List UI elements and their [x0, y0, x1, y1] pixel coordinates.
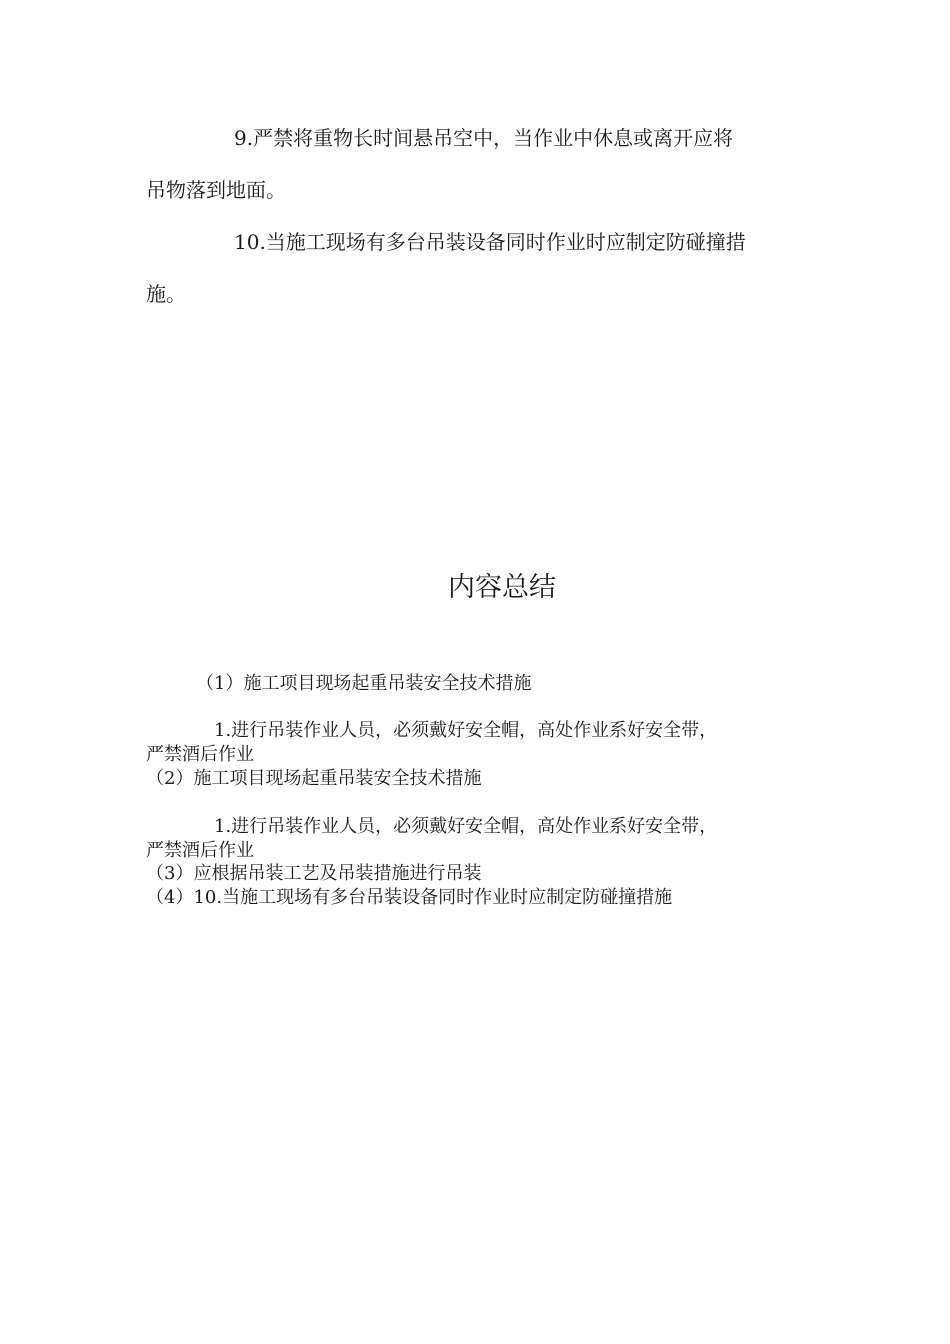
summary-title: 内容总结 — [448, 572, 556, 603]
paragraph-10-line-2: 施。 — [146, 282, 186, 306]
summary-item-1-text-line-1: 1.进行吊装作业人员，必须戴好安全帽，高处作业系好安全带， — [214, 720, 718, 741]
summary-item-3: （3）应根据吊装工艺及吊装措施进行吊装 — [146, 863, 482, 884]
summary-item-4: （4）10.当施工现场有多台吊装设备同时作业时应制定防碰撞措施 — [146, 887, 673, 908]
paragraph-9-line-1: 9.严禁将重物长时间悬吊空中，当作业中休息或离开应将 — [234, 126, 734, 150]
summary-item-1-text-line-2: 严禁酒后作业 — [146, 744, 254, 765]
summary-item-2-text-line-2: 严禁酒后作业 — [146, 840, 254, 861]
summary-item-2-heading: （2）施工项目现场起重吊装安全技术措施 — [146, 768, 482, 789]
summary-item-1-heading: （1）施工项目现场起重吊装安全技术措施 — [196, 673, 532, 694]
paragraph-9-line-2: 吊物落到地面。 — [146, 178, 286, 202]
paragraph-10-line-1: 10.当施工现场有多台吊装设备同时作业时应制定防碰撞措 — [234, 230, 746, 254]
summary-item-2-text-line-1: 1.进行吊装作业人员，必须戴好安全帽，高处作业系好安全带， — [214, 816, 718, 837]
